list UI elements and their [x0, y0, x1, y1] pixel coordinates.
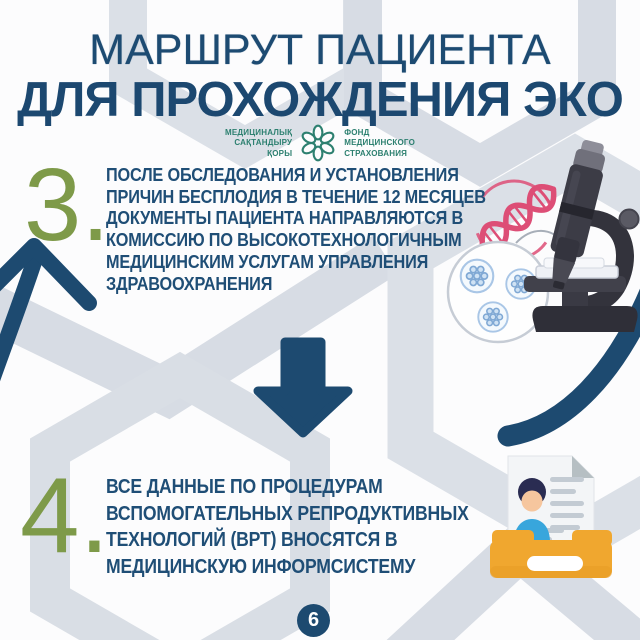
- page-number-badge: 6: [297, 604, 330, 637]
- step-3-line: ПОСЛЕ ОБСЛЕДОВАНИЯ И УСТАНОВЛЕНИЯ: [106, 164, 459, 185]
- step-4-line: ВСЕ ДАННЫЕ ПО ПРОЦЕДУРАМ: [106, 476, 383, 498]
- logo-text-line: ФОНД: [344, 127, 370, 137]
- fund-logo-russian-text: [344, 128, 415, 159]
- logo-text-line: ҚОРЫ: [267, 148, 293, 158]
- step-3-line: ПРИЧИН БЕСПЛОДИЯ В ТЕЧЕНИЕ 12 МЕСЯЦЕВ: [106, 185, 486, 207]
- step-4-line: ТЕХНОЛОГИЙ (ВРТ) ВНОСЯТСЯ В: [106, 529, 398, 551]
- page-title: [0, 26, 640, 127]
- logo-text-line: МЕДИЦИНСКОГО: [344, 138, 415, 148]
- logo-text-line: МЕДИЦИНАЛЫҚ: [225, 127, 293, 137]
- step-3-line: КОМИССИЮ ПО ВЫСОКОТЕХНОЛОГИЧНЫМ: [106, 229, 462, 251]
- title-line-2: ДЛЯ ПРОХОЖДЕНИЯ ЭКО: [17, 73, 623, 128]
- step-3-text: [106, 164, 486, 294]
- step-4-line: ВСПОМОГАТЕЛЬНЫХ РЕПРОДУКТИВНЫХ: [106, 502, 469, 525]
- fund-logo-kazakh-text: [225, 128, 292, 159]
- logo-text-line: СТРАХОВАНИЯ: [344, 148, 408, 158]
- step-3-line: ЗДРАВООХРАНЕНИЯ: [106, 272, 273, 294]
- step-4-number: 4.: [20, 455, 110, 575]
- step-3-line: МЕДИЦИНСКИМ УСЛУГАМ УПРАВЛЕНИЯ: [106, 250, 429, 272]
- step-3-line: ДОКУМЕНТЫ ПАЦИЕНТА НАПРАВЛЯЮТСЯ В: [106, 207, 464, 229]
- step-4-text: [106, 474, 469, 580]
- fund-snowflake-logo-icon: [299, 124, 337, 162]
- logo-text-line: САҚТАНДЫРУ: [234, 138, 293, 148]
- step-3-number: 3.: [24, 147, 110, 262]
- title-line-1: МАРШРУТ ПАЦИЕНТА: [89, 26, 551, 74]
- step-4-line: МЕДИЦИНСКУЮ ИНФОРМСИСТЕМУ: [106, 555, 416, 578]
